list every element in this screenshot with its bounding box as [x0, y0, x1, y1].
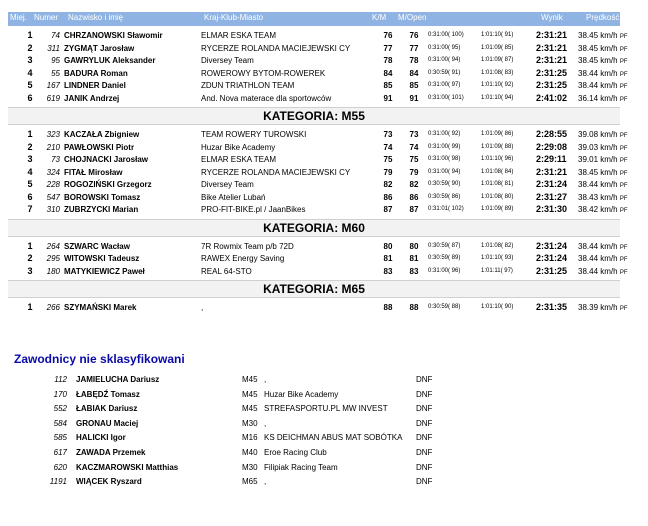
finish-time: 2:31:30	[536, 204, 568, 214]
split-time-2: 1:01:09( 85)	[481, 44, 514, 51]
split-time-1: 0:31:00( 97)	[428, 82, 461, 88]
open-place: 91	[409, 93, 419, 103]
status: DNF	[416, 375, 433, 384]
header-number: Numer	[34, 13, 59, 22]
rider-name: GRONAU Maciej	[76, 418, 139, 428]
rider-category: M65	[242, 477, 258, 487]
pf-flag: PF	[619, 269, 628, 276]
pf-flag: PF	[619, 306, 628, 312]
split-time-2: 1:01:10( 94)	[481, 94, 514, 101]
pf-flag: PF	[619, 244, 628, 251]
finish-time: 2:31:25	[536, 80, 568, 90]
split-time-2: 1:01:10( 92)	[481, 82, 514, 88]
split-time-2: 1:01:09( 87)	[481, 57, 514, 63]
split-time-1: 0:31:01( 102)	[428, 206, 464, 212]
category-place: 87	[383, 205, 393, 214]
speed-value: 38.45 km/h	[578, 31, 618, 40]
result-row	[0, 153, 648, 166]
split-time-1: 0:30:59( 89)	[428, 255, 461, 261]
club-name: REAL 64-STO	[201, 266, 252, 276]
result-row	[0, 240, 648, 253]
results-table-header	[8, 12, 620, 26]
result-row	[0, 79, 648, 92]
split-time-1: 0:31:00( 94)	[428, 168, 461, 175]
open-place: 73	[409, 130, 419, 139]
result-row	[0, 42, 648, 55]
open-place: 82	[409, 180, 419, 189]
rider-name: ZYGMĄT Jarosław	[64, 43, 135, 53]
status: DNF	[416, 404, 433, 414]
split-time-1: 0:31:00( 100)	[428, 32, 464, 38]
result-row	[0, 178, 648, 191]
split-time-1: 0:30:59( 86)	[428, 193, 461, 200]
split-time-1: 0:31:00( 95)	[428, 44, 461, 51]
speed-value: 38.44 km/h	[578, 266, 618, 276]
result-row	[0, 92, 648, 105]
pf-flag: PF	[619, 96, 628, 103]
open-place: 85	[409, 81, 419, 90]
category-place: 84	[383, 68, 393, 78]
club-name: KS DEICHMAN ABUS MAT SOBÓTKA	[264, 433, 403, 443]
club-name: Diversey Team	[201, 56, 254, 65]
club-name: Filipiak Racing Team	[264, 462, 338, 472]
bib-number: 180	[46, 266, 60, 276]
rider-name: SZWARC Wacław	[64, 241, 130, 251]
finish-time: 2:31:21	[536, 166, 568, 177]
open-place: 78	[409, 56, 419, 65]
finish-time: 2:29:11	[536, 154, 567, 164]
rider-category: M30	[242, 462, 258, 472]
pf-flag: PF	[619, 183, 628, 189]
result-row	[0, 252, 648, 265]
bib-number: 95	[51, 56, 60, 65]
unclassified-row	[0, 475, 648, 488]
pf-flag: PF	[619, 46, 628, 53]
result-row	[0, 141, 648, 154]
category-place: 85	[383, 81, 393, 90]
rider-name: BOROWSKI Tomasz	[64, 192, 141, 202]
bib-number: 617	[53, 448, 67, 457]
category-place: 88	[383, 303, 393, 312]
pf-flag: PF	[619, 158, 628, 164]
rider-name: CHRZANOWSKI Sławomir	[64, 31, 163, 40]
place: 4	[27, 67, 33, 78]
split-time-1: 0:30:59( 88)	[428, 304, 461, 310]
average-speed	[578, 301, 627, 316]
rider-name: GAWRYLUK Aleksander	[64, 56, 156, 65]
result-row	[0, 265, 648, 278]
bib-number: 1191	[49, 477, 67, 487]
split-time-1: 0:30:59( 91)	[428, 69, 461, 76]
rider-name: KACZAŁA Zbigniew	[64, 130, 140, 139]
club-name: RAWEX Energy Saving	[201, 254, 285, 263]
unclassified-row	[0, 373, 648, 386]
bib-number: 295	[46, 254, 60, 263]
club-name: RYCERZE ROLANDA MACIEJEWSKI CY	[201, 43, 351, 53]
bib-number: 311	[47, 43, 60, 53]
category-place: 78	[383, 56, 393, 65]
open-place: 80	[409, 241, 419, 251]
category-title: KATEGORIA: M65	[263, 282, 365, 296]
average-speed	[578, 265, 627, 280]
category-bar	[8, 280, 620, 298]
club-name: ELMAR ESKA TEAM	[201, 31, 276, 40]
result-row	[0, 166, 648, 179]
finish-time: 2:31:21	[536, 55, 568, 65]
category-place: 73	[383, 130, 393, 139]
pf-flag: PF	[619, 84, 628, 90]
place: 2	[27, 141, 33, 152]
split-time-1: 0:31:00( 98)	[428, 156, 461, 162]
club-name: STREFASPORTU.PL MW INVEST	[264, 404, 388, 414]
club-name: And. Nova materace dla sportowców	[201, 93, 332, 103]
unclassified-title: Zawodnicy nie sklasyfikowani	[14, 352, 185, 366]
speed-value: 38.44 km/h	[578, 254, 618, 263]
status: DNF	[416, 462, 433, 472]
rider-category: M40	[242, 448, 258, 457]
pf-flag: PF	[619, 59, 628, 65]
finish-time: 2:31:21	[536, 30, 568, 40]
club-name: PRO-FIT-BIKE.pl / JaanBikes	[201, 205, 306, 214]
open-place: 79	[409, 167, 419, 177]
open-place: 88	[409, 303, 419, 312]
rider-category: M45	[242, 389, 258, 399]
split-time-2: 1:01:10( 90)	[481, 304, 514, 310]
result-row	[0, 128, 648, 141]
category-place: 82	[383, 180, 393, 189]
header-km: K/M	[372, 13, 387, 22]
place: 1	[27, 302, 33, 312]
bib-number: 324	[46, 167, 60, 177]
rider-name: SZYMAŃSKI Marek	[64, 303, 137, 312]
place: 2	[27, 42, 33, 53]
place: 3	[27, 154, 33, 164]
category-place: 75	[383, 155, 393, 164]
category-place: 76	[383, 31, 393, 40]
split-time-2: 1:01:08( 83)	[481, 69, 514, 76]
category-bar	[8, 107, 620, 125]
split-time-2: 1:01:08( 84)	[481, 168, 514, 175]
bib-number: 620	[53, 462, 67, 472]
open-place: 86	[409, 192, 419, 202]
rider-name: JANIK Andrzej	[64, 93, 120, 103]
header-pos: Miej.	[10, 13, 27, 22]
speed-value: 38.44 km/h	[578, 241, 618, 251]
place: 2	[27, 253, 33, 263]
bib-number: 552	[53, 404, 67, 414]
rider-name: ZAWADA Przemek	[76, 448, 146, 457]
bib-number: 547	[46, 192, 60, 202]
place: 6	[27, 191, 33, 202]
open-place: 87	[409, 205, 419, 214]
bib-number: 210	[46, 142, 60, 152]
average-speed	[578, 203, 627, 218]
place: 5	[27, 179, 33, 189]
unclassified-row	[0, 446, 648, 459]
rider-name: ŁABIAK Dariusz	[76, 404, 138, 414]
open-place: 77	[409, 43, 419, 53]
open-place: 75	[409, 155, 419, 164]
category-place: 86	[383, 192, 393, 202]
split-time-2: 1:01:10( 91)	[481, 32, 514, 38]
rider-name: BADURA Roman	[64, 68, 128, 78]
speed-value: 38.39 km/h	[578, 303, 618, 312]
speed-value: 39.03 km/h	[578, 142, 618, 152]
status: DNF	[416, 433, 433, 443]
rider-category: M45	[242, 404, 258, 414]
club-name: Diversey Team	[201, 180, 254, 189]
split-time-2: 1:01:09( 86)	[481, 131, 514, 137]
open-place: 84	[409, 68, 419, 78]
pf-flag: PF	[619, 208, 628, 214]
pf-flag: PF	[619, 195, 628, 202]
bib-number: 73	[51, 155, 60, 164]
finish-time: 2:31:24	[536, 240, 568, 251]
bib-number: 323	[46, 130, 60, 139]
status: DNF	[416, 448, 433, 457]
split-time-2: 1:01:09( 89)	[481, 206, 514, 212]
finish-time: 2:31:25	[536, 67, 568, 78]
split-time-2: 1:01:09( 88)	[481, 143, 514, 150]
finish-time: 2:31:21	[536, 42, 568, 53]
bib-number: 266	[46, 303, 60, 312]
place: 5	[27, 80, 33, 90]
finish-time: 2:31:24	[536, 253, 568, 263]
category-place: 79	[383, 167, 393, 177]
split-time-2: 1:01:10( 96)	[481, 156, 514, 162]
place: 4	[27, 166, 33, 177]
bib-number: 74	[51, 31, 60, 40]
category-place: 81	[383, 254, 393, 263]
result-row	[0, 203, 648, 216]
bib-number: 228	[46, 180, 60, 189]
result-row	[0, 54, 648, 67]
split-time-1: 0:31:00( 99)	[428, 143, 461, 150]
bib-number: 170	[53, 389, 67, 399]
unclassified-row	[0, 461, 648, 474]
bib-number: 584	[53, 418, 67, 428]
club-name: TEAM ROWERY TUROWSKI	[201, 130, 307, 139]
category-place: 74	[383, 142, 393, 152]
finish-time: 2:41:02	[536, 92, 568, 103]
split-time-1: 0:31:00( 94)	[428, 57, 461, 63]
place: 3	[27, 55, 33, 65]
rider-category: M16	[242, 433, 258, 443]
category-title: KATEGORIA: M60	[263, 220, 365, 235]
category-place: 83	[383, 266, 393, 276]
place: 1	[27, 240, 33, 251]
rider-name: LINDNER Daniel	[64, 81, 126, 90]
rider-name: MATYKIEWICZ Paweł	[64, 266, 145, 276]
average-speed	[578, 92, 627, 107]
split-time-2: 1:01:08( 80)	[481, 193, 514, 200]
rider-name: HALICKI Igor	[76, 433, 126, 443]
club-name: ,	[264, 418, 267, 428]
pf-flag: PF	[619, 170, 628, 177]
rider-name: CHOJNACKI Jarosław	[64, 155, 149, 164]
finish-time: 2:31:35	[536, 302, 568, 312]
unclassified-row	[0, 431, 648, 444]
rider-name: FITAŁ Mirosław	[64, 167, 123, 177]
pf-flag: PF	[619, 34, 628, 40]
rider-name: PAWŁOWSKI Piotr	[64, 142, 135, 152]
header-name: Nazwisko i imię	[68, 13, 124, 22]
place: 3	[27, 265, 33, 276]
category-title: KATEGORIA: M55	[263, 109, 365, 123]
status: DNF	[416, 418, 433, 428]
category-place: 77	[383, 43, 393, 53]
finish-time: 2:31:27	[536, 191, 568, 202]
pf-flag: PF	[619, 145, 628, 152]
split-time-1: 0:30:59( 90)	[428, 181, 461, 187]
rider-name: WIĄCEK Ryszard	[76, 477, 142, 487]
bib-number: 619	[46, 93, 60, 103]
header-result: Wynik	[541, 13, 563, 22]
club-name: Bike Atelier Lubań	[201, 192, 266, 202]
split-time-1: 0:31:00( 92)	[428, 131, 461, 137]
header-speed: Prędkość	[586, 13, 620, 22]
status: DNF	[416, 477, 433, 487]
bib-number: 585	[53, 433, 67, 443]
open-place: 76	[409, 31, 419, 40]
split-time-2: 1:01:08( 81)	[481, 181, 514, 187]
open-place: 81	[409, 254, 419, 263]
split-time-1: 0:31:00( 101)	[428, 94, 464, 101]
bib-number: 112	[54, 375, 67, 384]
result-row	[0, 29, 648, 42]
speed-value: 38.42 km/h	[578, 205, 618, 214]
speed-value: 39.08 km/h	[578, 130, 618, 139]
split-time-2: 1:01:11( 97)	[481, 267, 513, 274]
place: 1	[27, 30, 33, 40]
speed-value: 38.45 km/h	[578, 43, 618, 53]
pf-flag: PF	[619, 133, 628, 139]
rider-category: M45	[242, 375, 258, 384]
status: DNF	[416, 389, 433, 399]
speed-value: 39.01 km/h	[578, 155, 618, 164]
club-name: Huzar Bike Academy	[264, 389, 339, 399]
unclassified-row	[0, 417, 648, 430]
split-time-1: 0:30:59( 87)	[428, 242, 461, 249]
bib-number: 264	[46, 241, 60, 251]
speed-value: 38.43 km/h	[578, 192, 618, 202]
club-name: ELMAR ESKA TEAM	[201, 155, 276, 164]
result-row	[0, 191, 648, 204]
club-name: ,	[201, 303, 204, 312]
rider-name: ROGOZIŃSKI Grzegorz	[64, 180, 152, 189]
split-time-2: 1:01:08( 82)	[481, 242, 514, 249]
club-name: 7R Rowmix Team p/b 72D	[201, 241, 294, 251]
header-club: Kraj-Klub-Miasto	[204, 13, 264, 22]
speed-value: 38.45 km/h	[578, 167, 618, 177]
category-place: 80	[383, 241, 393, 251]
rider-name: ZUBRZYCKI Marian	[64, 205, 139, 214]
rider-name: WITOWSKI Tadeusz	[64, 254, 140, 263]
split-time-1: 0:31:00( 96)	[428, 267, 461, 274]
place: 1	[27, 129, 33, 139]
club-name: Eroe Racing Club	[264, 448, 327, 457]
finish-time: 2:28:55	[536, 129, 568, 139]
club-name: ,	[264, 375, 267, 384]
finish-time: 2:29:08	[536, 141, 568, 152]
header-mopen: M/Open	[398, 13, 427, 22]
bib-number: 167	[46, 81, 60, 90]
rider-name: ŁABĘDŹ Tomasz	[76, 389, 140, 399]
category-place: 91	[383, 93, 393, 103]
result-row	[0, 67, 648, 80]
unclassified-row	[0, 402, 648, 415]
club-name: Huzar Bike Academy	[201, 142, 276, 152]
finish-time: 2:31:24	[536, 179, 568, 189]
bib-number: 310	[46, 205, 60, 214]
pf-flag: PF	[619, 257, 628, 263]
place: 6	[27, 92, 33, 103]
speed-value: 36.14 km/h	[578, 93, 618, 103]
place: 7	[27, 204, 33, 214]
category-bar	[8, 219, 620, 237]
open-place: 83	[409, 266, 419, 276]
rider-name: KACZMAROWSKI Matthias	[76, 462, 179, 472]
pf-flag: PF	[619, 71, 628, 78]
unclassified-row	[0, 388, 648, 401]
rider-name: JAMIELUCHA Dariusz	[76, 375, 160, 384]
club-name: ZDUN TRIATHLON TEAM	[201, 81, 295, 90]
club-name: RYCERZE ROLANDA MACIEJEWSKI CY	[201, 167, 351, 177]
club-name: ,	[264, 477, 267, 487]
speed-value: 38.44 km/h	[578, 180, 618, 189]
rider-category: M30	[242, 418, 258, 428]
speed-value: 38.45 km/h	[578, 56, 618, 65]
bib-number: 55	[51, 68, 60, 78]
speed-value: 38.44 km/h	[578, 81, 618, 90]
club-name: ROWEROWY BYTOM-ROWEREK	[201, 68, 326, 78]
split-time-2: 1:01:10( 93)	[481, 255, 514, 261]
result-row	[0, 301, 648, 314]
speed-value: 38.44 km/h	[578, 68, 618, 78]
finish-time: 2:31:25	[536, 265, 568, 276]
open-place: 74	[409, 142, 419, 152]
